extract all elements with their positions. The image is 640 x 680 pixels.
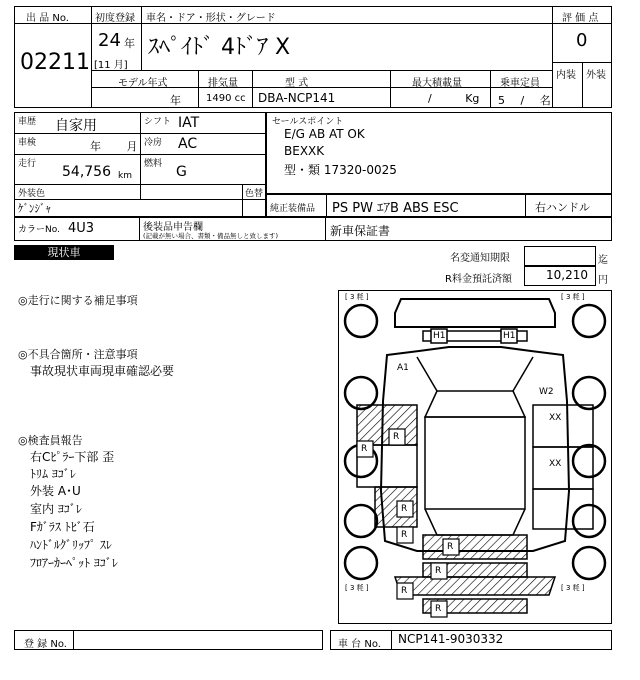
aftermarket-note: (記載が無い場合、書類・備品無しと致します)	[143, 232, 279, 240]
tire-right-rear-side	[573, 505, 605, 537]
tire-label-fr: [ 3 粍 ]	[561, 293, 585, 301]
inspector-title: ◎検査員報告	[18, 434, 83, 447]
tire-label-rr: [ 3 粍 ]	[561, 584, 585, 592]
mark-r-1: R	[393, 432, 400, 442]
ac-label: 冷房	[144, 138, 163, 148]
car-name: ｽﾍﾟｲﾄﾞ 4ﾄﾞｱ X	[148, 35, 291, 60]
usage-label: 車歴	[18, 117, 37, 127]
displacement-label: 排気量	[208, 78, 238, 89]
inspection-value: 年 月	[90, 140, 138, 153]
recycle-amount: 10,210	[546, 268, 588, 282]
color-no-label: カラーNo.	[18, 225, 60, 235]
score-value: 0	[576, 30, 588, 51]
tire-right-front-side	[573, 377, 605, 409]
mark-h1-left: H1	[433, 331, 446, 341]
tire-front-left	[345, 305, 377, 337]
capacity-label: 乗車定員	[500, 78, 540, 89]
mark-a1: A1	[397, 363, 409, 373]
tire-rear-left	[345, 547, 377, 579]
tire-right-mid	[573, 445, 605, 477]
mark-r-3: R	[401, 504, 408, 514]
name-change-box	[524, 246, 596, 266]
chassis-value: NCP141-9030332	[398, 632, 504, 646]
inspector-item-7: ﾌﾛｱｰｶｰﾍﾟｯﾄ ﾖｺﾞﾚ	[30, 556, 118, 570]
mark-r-7: R	[401, 586, 408, 596]
recycle-label: R料金預託済額	[445, 274, 512, 285]
sales-point-3: 型・類 17320-0025	[284, 163, 397, 177]
tire-rear-right	[573, 547, 605, 579]
lot-number: 02211	[20, 50, 90, 75]
shift-value: IAT	[178, 115, 200, 131]
equipment-label: 純正装備品	[270, 204, 316, 214]
aftermarket-label: 後装品申告欄	[143, 222, 203, 233]
model-year-label: モデル年式	[118, 78, 168, 89]
capacity-value: 5 / 名	[498, 94, 551, 107]
tire-front-right	[573, 305, 605, 337]
first-reg-year: 24	[98, 30, 121, 51]
mileage-unit: km	[118, 171, 132, 181]
mark-h1-right: H1	[503, 331, 516, 341]
inspector-item-4: 室内 ﾖｺﾞﾚ	[30, 502, 82, 516]
color-change-label: 色替	[245, 189, 264, 199]
mark-r-8: R	[435, 604, 442, 614]
tire-left-front-side	[345, 377, 377, 409]
inspector-item-5: Fｶﾞﾗｽ ﾄﾋﾞ石	[30, 520, 95, 534]
ac-value: AC	[178, 136, 198, 152]
first-reg-label: 初度登録	[95, 13, 135, 24]
max-load-label: 最大積載量	[412, 78, 462, 89]
inspector-item-6: ﾊﾝﾄﾞﾙｸﾞﾘｯﾌﾟ ｽﾚ	[30, 538, 112, 552]
lot-label: 出 品 No.	[26, 13, 69, 24]
fuel-value: G	[176, 164, 187, 180]
sales-point-2: BEXXK	[284, 144, 325, 158]
mark-r-4: R	[401, 530, 408, 540]
handle-value: 右ハンドル	[535, 201, 590, 214]
name-change-label: 名変通知期限	[450, 253, 510, 264]
name-change-unit: 迄	[598, 255, 608, 266]
recycle-unit: 円	[598, 275, 608, 286]
tire-left-rear-side	[345, 505, 377, 537]
mileage-label: 走行	[18, 159, 37, 169]
defects-title: ◎不具合箇所・注意事項	[18, 348, 138, 361]
reg-no-value-box	[73, 630, 323, 650]
usage-value: 自家用	[55, 118, 97, 134]
reg-no-label: 登 録 No.	[24, 639, 67, 650]
year-unit: 年	[124, 37, 135, 50]
mark-xx-1: XX	[549, 413, 562, 423]
warranty-value: 新車保証書	[330, 224, 391, 238]
color-no-value: 4U3	[68, 221, 95, 236]
score-label: 評 価 点	[562, 13, 599, 24]
inspection-label: 車検	[18, 138, 37, 148]
exterior-label: 外装	[586, 70, 606, 81]
sales-point-1: E/G AB AT OK	[284, 127, 365, 141]
car-diagram-svg	[339, 291, 611, 623]
color-label: 外装色	[18, 189, 46, 199]
defect-item-1: 事故現状車両現車確認必要	[30, 364, 175, 378]
fuel-label: 燃料	[144, 159, 163, 169]
sales-point-label: セールスポイント	[272, 117, 344, 127]
driving-title: ◎走行に関する補足事項	[18, 294, 138, 307]
interior-label: 内装	[556, 70, 576, 81]
color-box	[14, 184, 266, 217]
displacement-value: 1490 cc	[206, 93, 246, 104]
type-label: 型 式	[285, 78, 309, 89]
model-year-unit: 年	[170, 94, 181, 107]
mileage-value: 54,756	[62, 164, 111, 180]
chassis-label: 車 台 No.	[338, 639, 381, 650]
inspector-item-1: 右Cﾋﾟﾗｰ下部 歪	[30, 450, 115, 464]
car-diagram	[338, 290, 612, 624]
max-load-value: / Kg	[428, 92, 480, 105]
first-reg-month: [11 月]	[94, 60, 128, 71]
mark-w2: W2	[539, 387, 554, 397]
type-value: DBA-NCP141	[258, 91, 336, 105]
mark-xx-2: XX	[549, 459, 562, 469]
current-status-bar: 現状車	[14, 245, 114, 260]
inspector-item-2: ﾄﾘﾑ ﾖｺﾞﾚ	[30, 467, 76, 481]
tire-label-fl: [ 3 粍 ]	[345, 293, 369, 301]
tire-label-rl: [ 3 粍 ]	[345, 584, 369, 592]
mark-r-6: R	[435, 566, 442, 576]
mark-r-5: R	[447, 542, 454, 552]
inspector-item-3: 外装 A･U	[30, 484, 81, 498]
mark-r-2: R	[361, 444, 368, 454]
color-value: ｹﾞﾝｼﾞｬ	[18, 202, 51, 215]
car-name-label: 車名・ドア・形状・グレード	[146, 13, 276, 24]
equipment-value: PS PW ｴｱB ABS ESC	[332, 201, 459, 216]
shift-label: シフト	[144, 117, 172, 127]
